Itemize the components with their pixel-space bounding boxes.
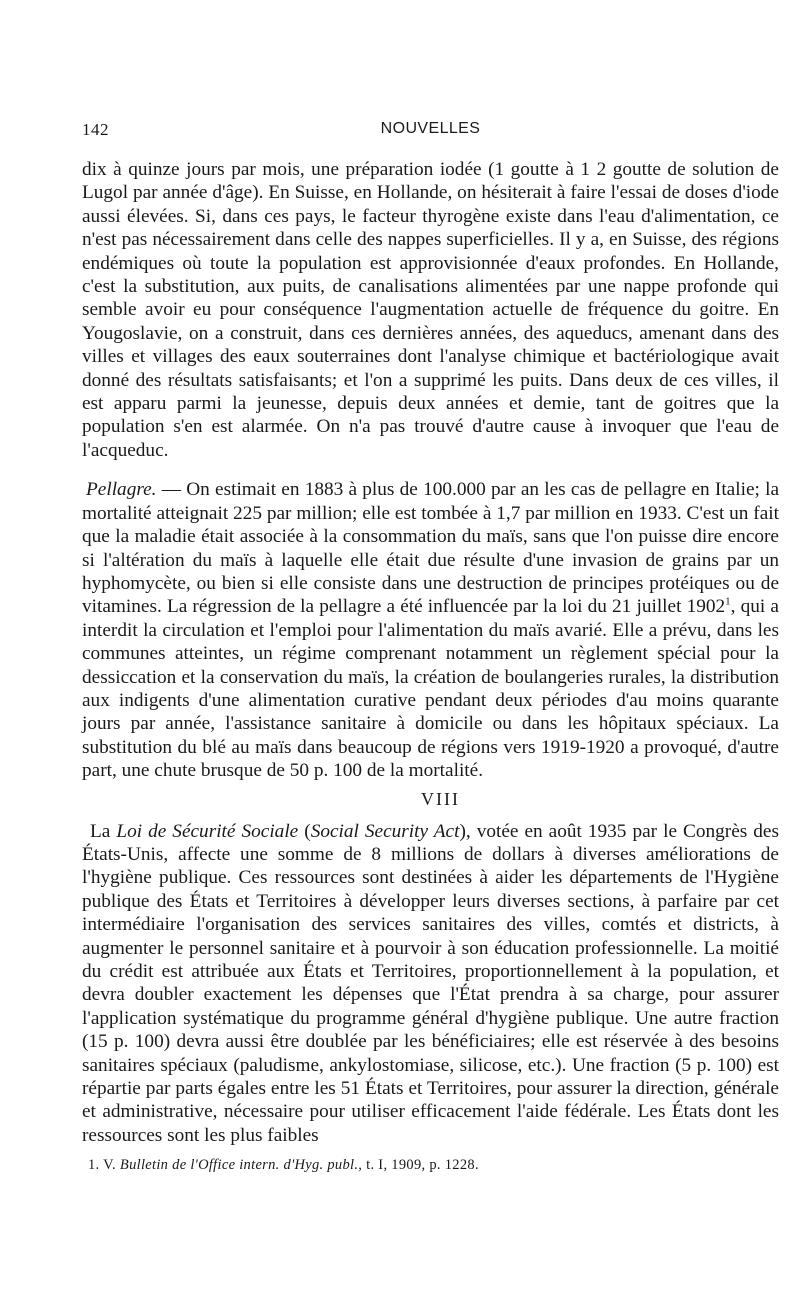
paragraph-social-security	[82, 820, 779, 1148]
paragraph-goitre	[82, 158, 779, 462]
footnote	[82, 1157, 779, 1174]
footnote-source: Bulletin de l'Office intern. d'Hyg. publ.	[119, 1157, 359, 1174]
footnote-reference[interactable]: 1	[725, 595, 731, 608]
law-title: Loi de Sécurité Sociale	[116, 820, 299, 842]
running-head	[82, 112, 779, 142]
paragraph-goitre-text: dix à quinze jours par mois, une préparation iodée (1 goutte à 1 2 goutte de solution de Lugol par année d'âge). En Suisse, en Hollande, on hésiterait à faire l'essai de doses d'iode aussi élevées. Si, dans ces pays, le facteur thyrogène existe dans l'eau d'alimentation, ce n'est pas nécessairement dans celle des nappes superficielles. Il y a, en Suisse, des régions endémiques où toute la population est approvisionnée d'eaux profondes. En Hollande, c'est la substitution, aux puits, de canalisations alimentées par une nappe profonde qui semble avoir eu pour conséquence l'augmentation actuelle de fréquence du goitre. En Yougoslavie, on a construit, dans ces dernières années, des aqueducs, amenant dans des villes et villages des eaux souterraines dont l'analyse chimique et bactériologique avait donné des résultats satisfaisants; et l'on a supprimé les puits. Dans deux de ces villes, il est apparu parmi la jeunesse, depuis deux années et demie, tant de goitres que la population s'en est alarmée. On n'a pas trouvé d'autre cause à invoquer que l'eau de l'acqueduc.	[82, 159, 779, 461]
law-title-english: Social Security Act	[310, 820, 460, 842]
social-security-text-mid: (	[298, 820, 311, 842]
social-security-text-rest: ), votée en août 1935 par le Congrès des États-Unis, affecte une somme de 8 millions de dollars à diverses améliorations de l'hygiène publique. Ces ressources sont destinées à aider les départements de l'Hygiène publique des États et Territoires à développer leurs diverses sections, à parfaire par cet intermédiaire l'organisation des services sanitaires des villes, comtés et districts, à augmenter le personnel sanitaire et à pourvoir à son éducation professionnelle. La moitié du crédit est attribuée aux États et Territoires, proportionnellement à la population, et devra doubler exactement les dépenses que l'État prendra à sa charge, pour assurer l'application systématique du programme général d'hygiène publique. Une autre fraction (15 p. 100) devra aussi être doublée par les bénéficiaires; elle est réservée à des besoins sanitaires spéciaux (paludisme, ankylostomiase, silicose, etc.). Une fraction (5 p. 100) est répartie par parts égales entre les 51 États et Territoires, pour assurer la direction, générale et administrative, nécessaire pour utiliser efficacement l'aide fédérale. Les États dont les ressources sont les plus faibles	[82, 820, 779, 1146]
section-numeral: VIII	[421, 788, 460, 809]
pellagre-text-part-2: , qui a interdit la circulation et l'emploi pour l'alimentation du maïs avarié. Elle a prévu, dans les communes atteintes, un régime comprenant notamment un règlement spécial pour la dessiccation et la conservation du maïs, la création de boulangeries rurales, la distribution aux indigents d'une alimentation curative pendant deux périodes d'au moins quarante jours par année, l'assistance sanitaire à domicile ou dans les hôpitaux spéciaux. La substitution du blé au maïs dans beaucoup de régions vers 1919-1920 a provoqué, d'autre part, une chute brusque de 50 p. 100 de la mortalité.	[82, 596, 779, 782]
paragraph-pellagre	[82, 478, 779, 782]
footnote-details: , t. I, 1909, p. 1228.	[358, 1157, 479, 1174]
footnote-number: 1.	[88, 1157, 100, 1174]
footnote-prefix: V.	[99, 1157, 120, 1174]
social-security-text-start: La	[90, 820, 117, 842]
pellagre-text-part-1: — On estimait en 1883 à plus de 100.000 par an les cas de pellagre en Italie; la mortalité atteignait 225 par million; elle est tombée à 1,7 par million en 1933. C'est un fait que la maladie était associée à la consommation du maïs, sans que l'on puisse dire encore si l'altération du maïs à laquelle elle était due résulte d'une invasion de grains par un hyphomycète, ou bien si elle consiste dans une destruction de principes protéiques ou de vitamines. La régression de la pellagre a été influencée par la loi du 21 juillet 1902	[82, 479, 779, 618]
running-head-title: NOUVELLES	[380, 120, 481, 137]
page-number: 142	[82, 120, 109, 139]
pellagre-lead-in: Pellagre.	[86, 479, 157, 501]
book-page	[82, 112, 779, 1174]
